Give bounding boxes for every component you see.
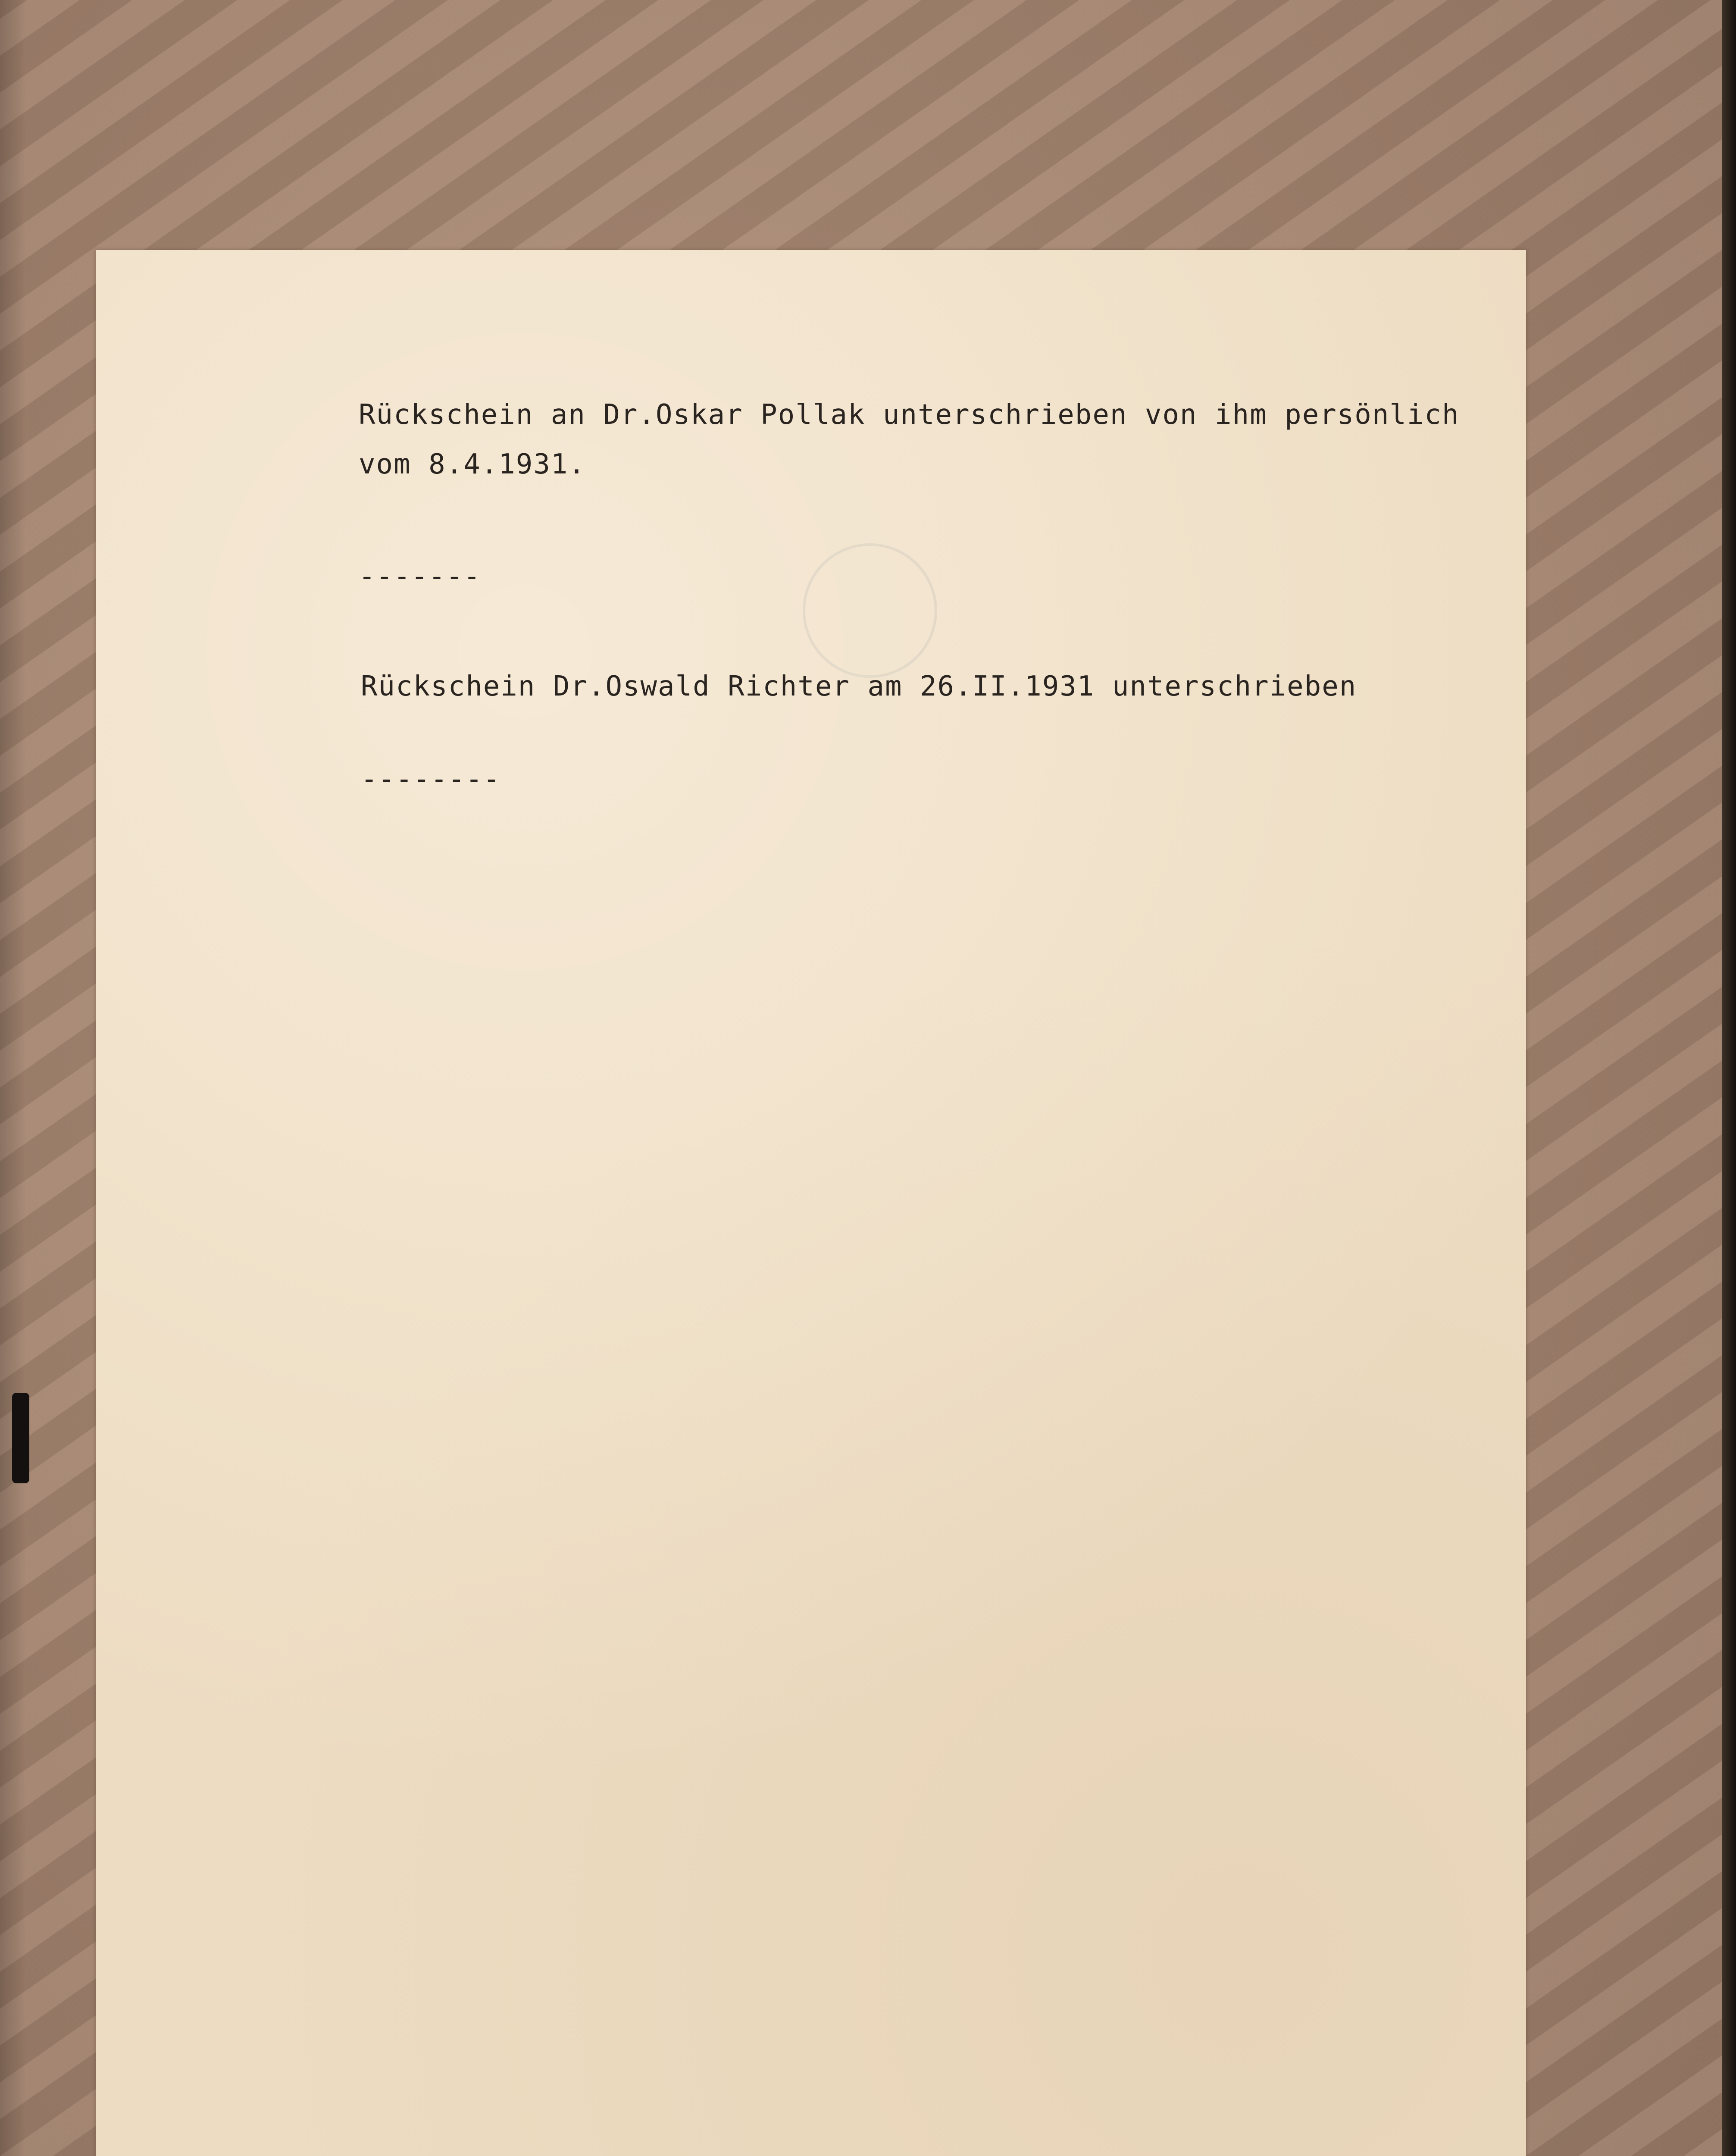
folder-spine [0,0,26,2156]
typed-sheet [96,250,1526,2156]
separator-line: ------- [359,561,481,592]
separator-line-2: -------- [361,763,501,795]
text-line-date: vom 8.4.1931. [359,448,586,480]
text-line-pollak: Rückschein an Dr.Oskar Pollak unterschrieben von ihm persönlich [359,399,1460,431]
text-line-richter: Rückschein Dr.Oswald Richter am 26.II.1931 unterschrieben [361,671,1357,702]
faded-stamp-mark [803,543,937,678]
board-edge [1722,0,1736,2156]
binding-notch [12,1393,29,1483]
